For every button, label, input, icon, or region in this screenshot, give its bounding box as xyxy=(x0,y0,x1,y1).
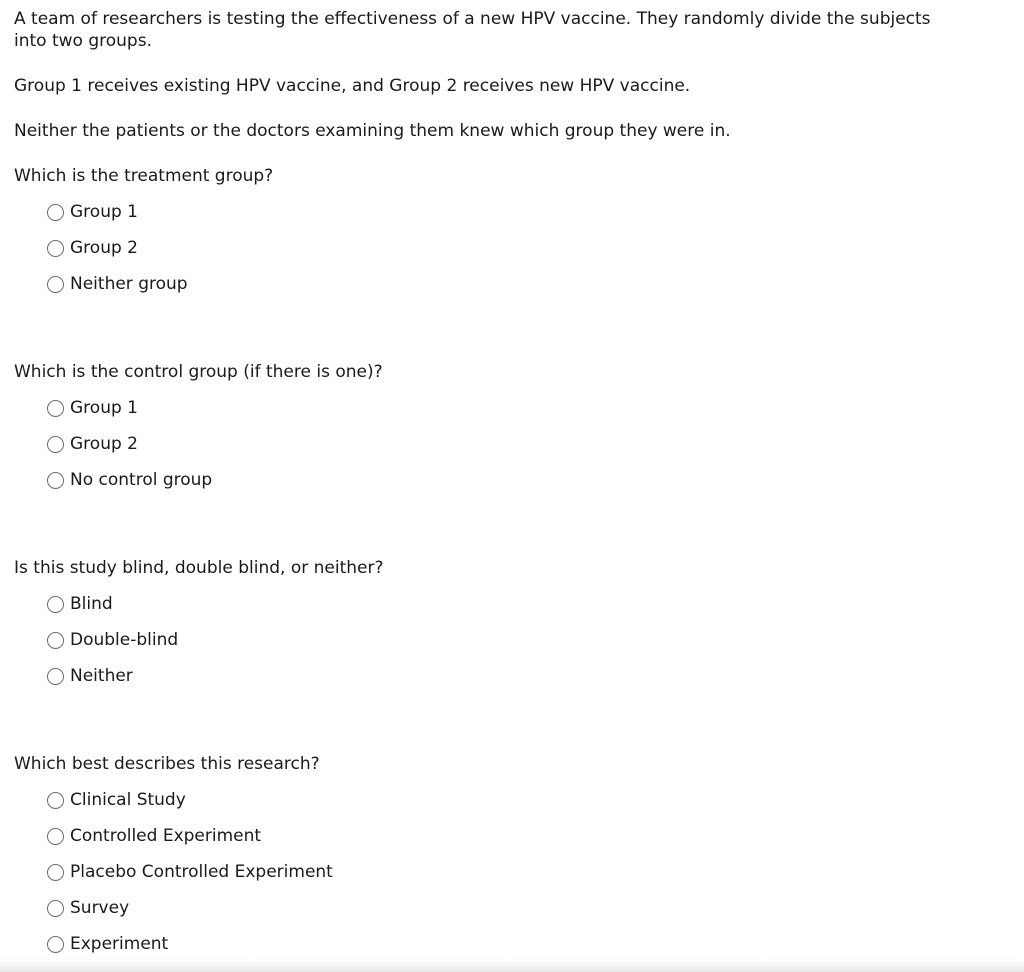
radio-option-clinical-study[interactable] xyxy=(47,782,984,818)
option-label: Group 1 xyxy=(70,398,138,418)
radio-button-icon[interactable] xyxy=(47,204,64,221)
option-label: Group 1 xyxy=(70,202,138,222)
radio-button-icon[interactable] xyxy=(47,436,64,453)
question-blinding xyxy=(14,557,984,694)
radio-button-icon[interactable] xyxy=(47,276,64,293)
question-prompt: Which is the control group (if there is one)? xyxy=(14,362,383,382)
question-prompt: Which is the treatment group? xyxy=(14,166,274,186)
bottom-edge-shadow xyxy=(0,958,1024,972)
radio-option-blind[interactable] xyxy=(47,586,984,622)
radio-button-icon[interactable] xyxy=(47,828,64,845)
option-label: Group 2 xyxy=(70,238,138,258)
question-treatment-group xyxy=(14,165,984,302)
radio-button-icon[interactable] xyxy=(47,900,64,917)
radio-option-survey[interactable] xyxy=(47,890,984,926)
option-label: Double-blind xyxy=(70,630,179,650)
radio-option-group-1[interactable] xyxy=(47,390,984,426)
question-prompt: Which best describes this research? xyxy=(14,754,320,774)
intro-paragraph-3: Neither the patients or the doctors examining them knew which group they were in. xyxy=(14,121,731,141)
radio-option-neither-group[interactable] xyxy=(47,266,984,302)
option-label: No control group xyxy=(70,470,213,490)
radio-option-group-2[interactable] xyxy=(47,230,984,266)
intro-paragraph-1: A team of researchers is testing the effectiveness of a new HPV vaccine. They randomly divide the subjects into two groups. xyxy=(14,9,931,51)
question-prompt: Is this study blind, double blind, or neither? xyxy=(14,558,384,578)
radio-button-icon[interactable] xyxy=(47,400,64,417)
radio-button-icon[interactable] xyxy=(47,792,64,809)
radio-option-double-blind[interactable] xyxy=(47,622,984,658)
radio-button-icon[interactable] xyxy=(47,632,64,649)
option-label: Experiment xyxy=(70,934,169,954)
radio-option-neither[interactable] xyxy=(47,658,984,694)
option-label: Group 2 xyxy=(70,434,138,454)
option-label: Placebo Controlled Experiment xyxy=(70,862,333,882)
radio-option-placebo-controlled-experiment[interactable] xyxy=(47,854,984,890)
option-label: Survey xyxy=(70,898,130,918)
radio-option-experiment[interactable] xyxy=(47,926,984,962)
question-research-type xyxy=(14,753,984,962)
radio-button-icon[interactable] xyxy=(47,668,64,685)
radio-button-icon[interactable] xyxy=(47,864,64,881)
radio-group xyxy=(14,194,984,302)
radio-option-group-2[interactable] xyxy=(47,426,984,462)
option-label: Neither group xyxy=(70,274,188,294)
radio-button-icon[interactable] xyxy=(47,240,64,257)
option-label: Controlled Experiment xyxy=(70,826,262,846)
radio-group xyxy=(14,586,984,694)
option-label: Blind xyxy=(70,594,113,614)
radio-option-controlled-experiment[interactable] xyxy=(47,818,984,854)
radio-button-icon[interactable] xyxy=(47,472,64,489)
radio-option-group-1[interactable] xyxy=(47,194,984,230)
radio-button-icon[interactable] xyxy=(47,936,64,953)
radio-option-no-control-group[interactable] xyxy=(47,462,984,498)
option-label: Clinical Study xyxy=(70,790,186,810)
option-label: Neither xyxy=(70,666,133,686)
radio-group xyxy=(14,782,984,962)
intro-paragraph-2: Group 1 receives existing HPV vaccine, and Group 2 receives new HPV vaccine. xyxy=(14,76,691,96)
radio-group xyxy=(14,390,984,498)
question-control-group xyxy=(14,361,984,498)
radio-button-icon[interactable] xyxy=(47,596,64,613)
